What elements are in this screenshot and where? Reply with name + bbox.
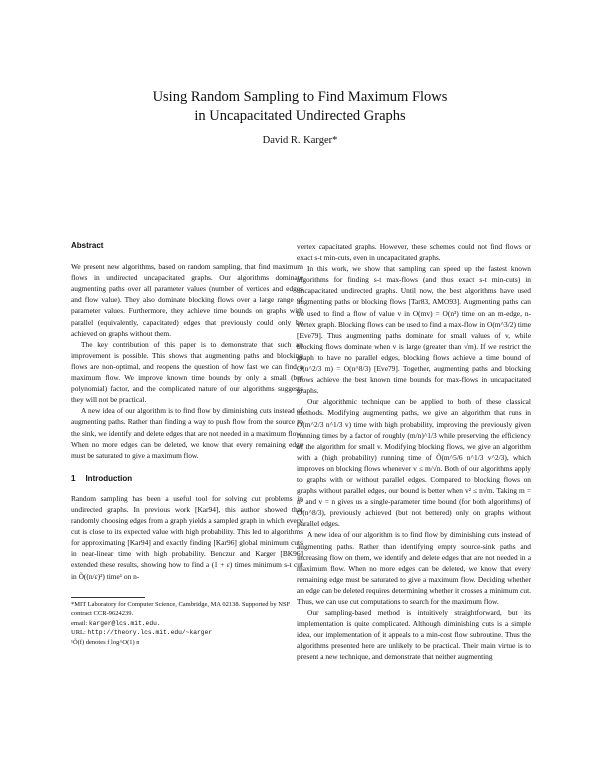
left-column: [71, 240, 303, 582]
url-link[interactable]: http://theory.lcs.mit.edu/~karger: [87, 629, 213, 637]
right-paragraph-4: A new idea of our algorithm is to find flow by diminishing cuts instead of augmenting paths. Rather than identifying empty source-sink paths and increasing flow on them, we identify and delete edges that are not needed in a maximum flow. When no more edges can be deleted, we know that every remaining edge must be saturated to give a maximum flow. Deciding whether an edge can be deleted requires determining whether it crosses a minimum cut. Thus, we can use cut computations to search for the maximum flow.: [297, 530, 531, 606]
abstract-paragraph-1: We present new algorithms, based on random sampling, that find maximum flows in undirected uncapacitated graphs. Our algorithms dominate augmenting paths over all parameter values (number of vertices and edges and flow value). They also dominate blocking flows over a large range of parameter values. Furthermore, they achieve time bounds on graphs with parallel (equivalently, capacitated) edges that previously could only be achieved on graphs without them.: [71, 262, 303, 338]
right-paragraph-3: Our algorithmic technique can be applied to both of these classical methods. Modifying augmenting paths, we give an algorithm that runs in Õ(m^2/3 n^1/3 v) time with high probability, improving the previously given running times by a factor of roughly (m/n)^1/3 while preserving the efficiency of the algorithm for small v. Modifying blocking flows, we give an algorithm with a (high probability) running time of Õ(m^5/6 n^1/3 v^2/3), which improves on blocking flows whenever v ≤ m/√n. Both of our algorithms apply to graphs with or without parallel edges. Compared to blocking flows on graphs without parallel edges, our bound is better when v² ≤ n√m. Taking m = n² and v = n gives us a single-parameter time bound (for both algorithms) of Õ(n^8/3), previously achieved (but not bettered) only on graphs without parallel edges.: [297, 397, 531, 529]
footnote-email: email: karger@lcs.mit.edu.: [71, 619, 161, 627]
right-column: [297, 241, 531, 663]
footnote-1: ¹Õ(f) denotes f log^O(1) n: [71, 638, 140, 646]
email-link[interactable]: karger@lcs.mit.edu.: [88, 619, 161, 627]
footnote-url: URL: http://theory.lcs.mit.edu/~karger: [71, 629, 213, 637]
right-paragraph-5: Our sampling-based method is intuitively straightforward, but its implementation is quite complicated. Although diminishing cuts is a simple idea, our implementation of it appeals to a min-cost flow subroutine. Thus the algorithms presented here are unlikely to be practical. Their main virtue is to present a new technique, and demonstrate that neither augmenting: [297, 608, 531, 662]
abstract-paragraph-3: A new idea of our algorithm is to find flow by diminishing cuts instead of augmenting paths. Rather than finding a way to push flow from the source to the sink, we identify and delete edges that are not needed in a maximum flow. When no more edges can be deleted, we know that every remaining edge must be saturated to give a maximum flow.: [71, 406, 303, 460]
right-paragraph-2: In this work, we show that sampling can speed up the fastest known algorithms for finding s-t max-flows (and thus exact s-t min-cuts) in uncapacitated undirected graphs. Until now, the best algorithms have used augmenting paths or blocking flows [Tar83, AMO93]. Augmenting paths can be used to find a flow of value v in O(mv) = O(n³) time on an m-edge, n-vertex graph. Blocking flows can be used to find a max-flow in O(m^3/2) time [Eve79]. Thus augmenting paths dominate for small values of v, while blocking flows dominate when v is large (greater than √m). If we restrict the graph to have no parallel edges, blocking flows achieve a time bound of O(n^2/3 m) = O(n^8/3) [Eve79]. Together, augmenting paths and blocking flows achieve the best known time bounds for max-flows in uncapacitated graphs.: [297, 264, 531, 396]
section-title: Introduction: [85, 473, 133, 483]
abstract-heading: Abstract: [71, 241, 104, 250]
author-name: David R. Karger*: [262, 135, 338, 146]
title-line-2: in Uncapacitated Undirected Graphs: [194, 108, 406, 124]
footnotes: [71, 600, 303, 647]
paper-title: [0, 88, 600, 126]
footnote-affiliation: *MIT Laboratory for Computer Science, Cambridge, MA 02138. Supported by NSF contract CCR-9624239.: [71, 601, 291, 618]
title-line-1: Using Random Sampling to Find Maximum Flows: [152, 89, 448, 105]
intro-paragraph: Random sampling has been a useful tool for solving cut problems in undirected graphs. In previous work [Kar94], this author showed that randomly choosing edges from a graph yields a sampled graph in which every cut is close to its expected value with high probability. This led to algorithms for approximating [Kar94] and exactly finding [Kar96] global minimum cuts in near-linear time with high probability. Benczur and Karger [BK96] extended these results, showing how to find a (1 + ε) times minimum s-t cut in Õ((n/ε)²) time¹ on n-: [71, 493, 303, 581]
section-number: 1: [71, 473, 76, 483]
intro-heading: [71, 473, 303, 484]
footnote-rule: [71, 597, 145, 598]
right-paragraph-1: vertex capacitated graphs. However, these schemes could not find flows or exact s-t min-cuts, even in uncapacitated graphs.: [297, 242, 531, 263]
abstract-paragraph-2: The key contribution of this paper is to demonstrate that such an improvement is possible. This shows that augmenting paths and blocking flows are non-optimal, and reopens the question of how fast we can find a maximum flow. We improve known time bounds by only a small (but polynomial) factor, and the complicated nature of our algorithms suggests they will not be practical.: [71, 339, 303, 405]
